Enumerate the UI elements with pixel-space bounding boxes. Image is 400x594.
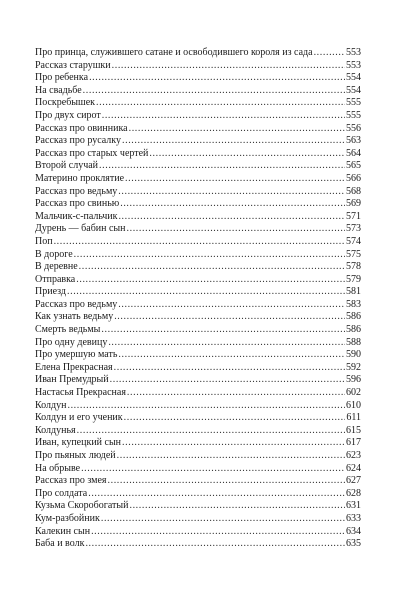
toc-entry-title: Про пьяных людей <box>35 450 116 461</box>
dot-leader <box>108 337 345 350</box>
toc-entry-page-number: 554 <box>346 84 361 96</box>
toc-entry-title: Про двух сирот <box>35 109 101 121</box>
toc-entry <box>35 299 361 312</box>
dot-leader <box>112 60 345 73</box>
toc-entry-page-number: 574 <box>346 235 361 247</box>
toc-entry-title: Настасья Прекрасная <box>35 387 126 399</box>
toc-entry-page-number: 564 <box>346 147 361 159</box>
toc-entry <box>35 324 361 337</box>
toc-entry-page-number: 569 <box>346 198 361 210</box>
toc-entry <box>35 362 361 375</box>
toc-entry <box>35 513 361 526</box>
toc-entry <box>35 110 361 123</box>
toc-entry-title: Материно проклятие <box>35 172 125 184</box>
dot-leader <box>122 135 345 148</box>
dot-leader <box>108 475 346 488</box>
dot-leader <box>88 488 345 501</box>
toc-entry-page-number: 615 <box>346 424 361 436</box>
toc-entry <box>35 135 361 148</box>
toc-entry-title: Рассказ про свинью <box>35 198 120 210</box>
dot-leader <box>114 311 345 324</box>
toc-entry-page-number: 634 <box>346 525 361 537</box>
toc-entry-page-number: 596 <box>346 374 361 386</box>
toc-entry <box>35 223 361 236</box>
toc-entry <box>35 425 361 438</box>
dot-leader <box>77 425 345 438</box>
toc-entry-page-number: 578 <box>346 261 361 273</box>
toc-entry <box>35 236 361 249</box>
toc-entry-page-number: 571 <box>346 210 361 222</box>
toc-entry-title: На свадьбе <box>35 84 82 96</box>
toc-entry <box>35 400 361 413</box>
toc-entry <box>35 374 361 387</box>
toc-entry <box>35 311 361 324</box>
toc-entry-page-number: 623 <box>346 450 361 461</box>
toc-entry-title: Приезд <box>35 286 66 298</box>
toc-entry <box>35 198 361 211</box>
toc-entry-page-number: 573 <box>346 223 361 235</box>
dot-leader <box>129 123 345 136</box>
toc-entry <box>35 123 361 136</box>
toc-entry <box>35 538 361 551</box>
dot-leader <box>76 274 345 287</box>
toc-entry-title: Рассказ про овинника <box>35 122 128 134</box>
toc-entry-page-number: 590 <box>346 349 361 361</box>
toc-entry-title: Баба и волк <box>35 538 85 550</box>
toc-entry-title: Иван Премудрый <box>35 374 109 386</box>
toc-entry <box>35 450 361 463</box>
dot-leader <box>54 236 345 249</box>
toc-entry <box>35 211 361 224</box>
toc-entry-title: Поскребышек <box>35 97 96 109</box>
toc-entry-title: Отправка <box>35 273 76 285</box>
toc-entry-page-number: 624 <box>346 462 361 474</box>
toc-entry <box>35 412 361 425</box>
dot-leader <box>74 249 345 262</box>
toc-entry-page-number: 631 <box>346 500 361 512</box>
toc-entry <box>35 349 361 362</box>
dot-leader <box>101 513 345 526</box>
toc-entry-page-number: 563 <box>346 135 361 147</box>
toc-entry-page-number: 617 <box>346 437 361 449</box>
table-of-contents <box>35 47 361 551</box>
dot-leader <box>118 349 345 362</box>
dot-leader <box>117 450 345 463</box>
dot-leader <box>127 223 346 236</box>
toc-entry <box>35 60 361 73</box>
dot-leader <box>102 110 345 123</box>
toc-entry-title: Про принца, служившего сатане и освободившего короля из сада <box>35 47 313 58</box>
toc-entry-page-number: 568 <box>346 185 361 197</box>
toc-entry-title: Иван, купецкий сын <box>35 437 122 449</box>
toc-entry-page-number: 575 <box>346 248 361 260</box>
dot-leader <box>122 437 345 450</box>
toc-entry-title: На обрыве <box>35 462 81 474</box>
toc-entry-title: Про одну девицу <box>35 336 108 348</box>
toc-entry <box>35 286 361 299</box>
dot-leader <box>110 374 345 387</box>
toc-entry-page-number: 588 <box>346 336 361 348</box>
dot-leader <box>118 299 345 312</box>
toc-entry <box>35 160 361 173</box>
dot-leader <box>89 72 345 85</box>
dot-leader <box>314 47 345 60</box>
toc-entry-page-number: 586 <box>346 311 361 323</box>
toc-entry <box>35 97 361 110</box>
toc-entry <box>35 337 361 350</box>
dot-leader <box>125 173 345 186</box>
dot-leader <box>67 400 345 413</box>
dot-leader <box>118 186 345 199</box>
toc-entry-title: Про ребенка <box>35 72 89 84</box>
toc-entry <box>35 500 361 513</box>
toc-entry-page-number: 610 <box>346 399 361 411</box>
toc-entry-title: Рассказ про змея <box>35 475 107 487</box>
toc-entry-title: Кум-разбойник <box>35 512 100 524</box>
toc-entry <box>35 274 361 287</box>
toc-entry-page-number: 554 <box>346 72 361 84</box>
toc-entry-page-number: 586 <box>346 324 361 336</box>
toc-entry-page-number: 581 <box>346 286 361 298</box>
toc-entry-title: Второй случай <box>35 160 99 172</box>
toc-entry-page-number: 633 <box>346 512 361 524</box>
toc-entry-page-number: 553 <box>346 59 361 71</box>
toc-entry-title: Колдун и его ученик <box>35 412 123 424</box>
dot-leader <box>79 261 345 274</box>
dot-leader <box>91 526 345 539</box>
dot-leader <box>120 198 345 211</box>
toc-entry <box>35 148 361 161</box>
dot-leader <box>129 500 345 513</box>
toc-entry-title: Рассказ про ведьму <box>35 298 118 310</box>
toc-entry <box>35 261 361 274</box>
dot-leader <box>83 85 345 98</box>
toc-entry-page-number: 556 <box>346 122 361 134</box>
toc-entry-title: Поп <box>35 235 53 247</box>
toc-entry-page-number: 583 <box>346 298 361 310</box>
toc-entry-page-number: 579 <box>346 273 361 285</box>
toc-entry-title: Колдунья <box>35 424 76 436</box>
toc-entry-page-number: 611 <box>346 412 361 424</box>
dot-leader <box>118 211 345 224</box>
toc-entry-title: Колдун <box>35 399 67 411</box>
toc-entry-title: Рассказ про старых чертей <box>35 147 149 159</box>
toc-entry-title: Рассказ про русалку <box>35 135 121 147</box>
toc-entry <box>35 72 361 85</box>
toc-entry-title: Про солдата <box>35 487 88 499</box>
toc-entry-title: Рассказ старушки <box>35 59 111 71</box>
toc-entry-page-number: 555 <box>346 97 361 109</box>
dot-leader <box>81 463 345 476</box>
toc-entry-page-number: 628 <box>346 487 361 499</box>
toc-entry-page-number: 555 <box>346 109 361 121</box>
toc-entry-title: В дороге <box>35 248 73 260</box>
dot-leader <box>99 160 345 173</box>
toc-entry-title: Смерть ведьмы <box>35 324 101 336</box>
toc-entry-title: Елена Прекрасная <box>35 361 113 373</box>
toc-entry <box>35 173 361 186</box>
toc-entry-title: Рассказ про ведьму <box>35 185 118 197</box>
toc-entry-page-number: 553 <box>346 47 361 58</box>
dot-leader <box>124 412 346 425</box>
toc-entry-page-number: 602 <box>346 387 361 399</box>
toc-entry-title: Про умершую мать <box>35 349 118 361</box>
dot-leader <box>101 324 345 337</box>
toc-entry <box>35 249 361 262</box>
toc-entry <box>35 475 361 488</box>
dot-leader <box>96 97 345 110</box>
toc-entry <box>35 488 361 501</box>
dot-leader <box>114 362 345 375</box>
toc-entry <box>35 186 361 199</box>
toc-entry-title: Калекин сын <box>35 525 91 537</box>
toc-entry-title: В деревне <box>35 261 78 273</box>
dot-leader <box>149 148 345 161</box>
dot-leader <box>127 387 345 400</box>
toc-entry-title: Дурень — бабин сын <box>35 223 126 235</box>
toc-entry-page-number: 566 <box>346 172 361 184</box>
toc-entry-title: Кузьма Скоробогатый <box>35 500 129 512</box>
toc-entry <box>35 437 361 450</box>
toc-entry-page-number: 635 <box>346 538 361 550</box>
toc-entry-title: Как узнать ведьму <box>35 311 114 323</box>
toc-entry <box>35 463 361 476</box>
toc-entry <box>35 526 361 539</box>
toc-entry <box>35 85 361 98</box>
toc-entry <box>35 387 361 400</box>
toc-entry-page-number: 592 <box>346 361 361 373</box>
toc-entry-page-number: 565 <box>346 160 361 172</box>
dot-leader <box>85 538 345 551</box>
dot-leader <box>67 286 345 299</box>
toc-entry-title: Мальчик-с-пальчик <box>35 210 118 222</box>
toc-entry-page-number: 627 <box>346 475 361 487</box>
toc-entry <box>35 47 361 60</box>
